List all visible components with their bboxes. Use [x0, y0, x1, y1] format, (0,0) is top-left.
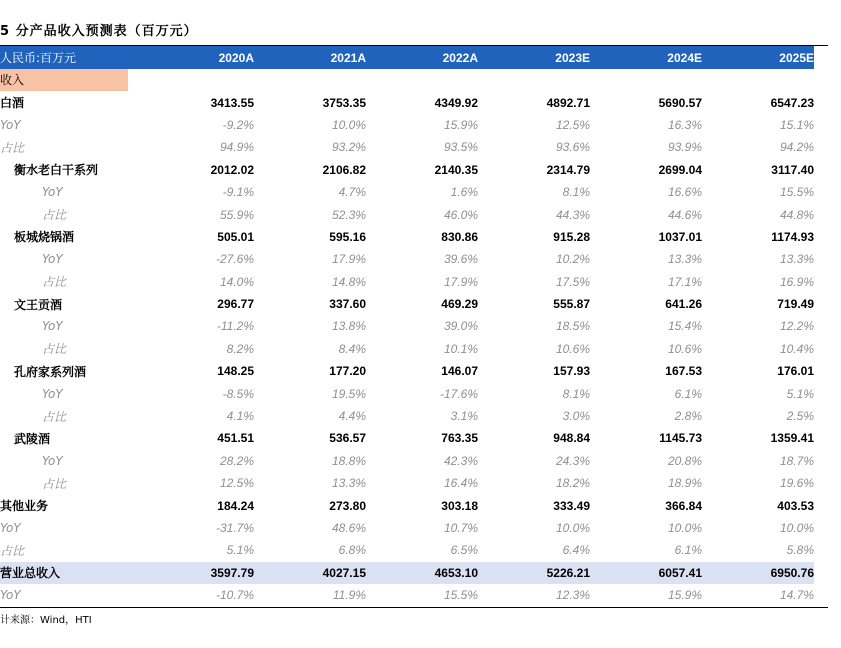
value-cell: 1.6% — [450, 185, 478, 200]
value-cell: 4892.71 — [546, 95, 590, 110]
value-cell: 12.5% — [219, 476, 254, 491]
value-cell: 148.25 — [217, 364, 254, 379]
value-cell: 93.5% — [443, 140, 478, 155]
value-cell: -17.6% — [439, 386, 478, 401]
row-label: 营业总收入 — [0, 562, 142, 584]
value-cell: 830.86 — [441, 229, 478, 244]
header-year: 2022A — [366, 46, 478, 69]
value-cell: 719.49 — [777, 297, 814, 312]
row-label: YoY — [42, 252, 63, 267]
value-cell: 14.8% — [331, 274, 366, 289]
value-cell: 5226.21 — [478, 562, 590, 584]
table-row — [0, 584, 814, 606]
value-cell: 6057.41 — [590, 562, 702, 584]
row-label: 占比 — [42, 409, 67, 424]
value-cell: 12.2% — [779, 319, 814, 334]
value-cell: 3597.79 — [142, 562, 254, 584]
value-cell: 44.8% — [779, 207, 814, 222]
section-label: 收入 — [0, 69, 128, 91]
value-cell: 177.20 — [329, 364, 366, 379]
table-row — [0, 427, 814, 449]
value-cell: 19.6% — [779, 476, 814, 491]
value-cell: 10.6% — [555, 341, 590, 356]
value-cell: 15.4% — [667, 319, 702, 334]
table-row — [0, 517, 814, 539]
value-cell: 2.5% — [786, 409, 814, 424]
value-cell: 4027.15 — [254, 562, 366, 584]
value-cell: 93.6% — [555, 140, 590, 155]
value-cell: 8.1% — [562, 185, 590, 200]
table-row — [0, 338, 814, 360]
value-cell: 39.6% — [443, 252, 478, 267]
value-cell: 146.07 — [441, 364, 478, 379]
row-label: 占比 — [0, 140, 25, 155]
value-cell: 19.5% — [331, 386, 366, 401]
row-label: YoY — [42, 386, 63, 401]
value-cell: 15.9% — [443, 117, 478, 132]
row-label: YoY — [42, 319, 63, 334]
value-cell: 15.9% — [667, 588, 702, 603]
row-label: YoY — [42, 185, 63, 200]
row-label: 占比 — [42, 476, 67, 491]
table-row — [0, 248, 814, 270]
table-row — [0, 226, 814, 248]
header-year: 2020A — [142, 46, 254, 69]
table-row — [0, 562, 814, 584]
table-row — [0, 450, 814, 472]
value-cell: 10.7% — [443, 521, 478, 535]
value-cell: 8.4% — [338, 341, 366, 356]
table-row — [0, 203, 814, 225]
table-row — [0, 382, 814, 404]
value-cell: 273.80 — [329, 498, 366, 513]
value-cell: 3753.35 — [322, 95, 366, 110]
value-cell: -9.1% — [222, 185, 254, 200]
value-cell: 10.4% — [779, 341, 814, 356]
source-note: 计来源：Wind，HTI — [0, 615, 92, 626]
row-label: 占比 — [42, 342, 67, 357]
value-cell: 14.0% — [219, 274, 254, 289]
value-cell: 763.35 — [441, 431, 478, 446]
value-cell: 2.8% — [674, 409, 702, 424]
row-label: 占比 — [42, 208, 67, 223]
value-cell: 93.2% — [331, 140, 366, 155]
value-cell: 5.1% — [226, 543, 254, 558]
bottom-rule — [0, 607, 828, 608]
table-row — [0, 405, 814, 427]
value-cell: -10.7% — [215, 588, 254, 603]
value-cell: 366.84 — [665, 498, 702, 513]
value-cell: 48.6% — [331, 521, 366, 535]
value-cell: 5690.57 — [658, 95, 702, 110]
value-cell: 44.3% — [555, 207, 590, 222]
value-cell: 451.51 — [217, 431, 254, 446]
value-cell: 3.0% — [562, 409, 590, 424]
row-label: YoY — [0, 117, 21, 132]
section-row — [0, 69, 814, 91]
value-cell: 18.7% — [779, 453, 814, 468]
value-cell: 403.53 — [777, 498, 814, 513]
value-cell: 94.9% — [219, 140, 254, 155]
value-cell: 93.9% — [667, 140, 702, 155]
value-cell: 3.1% — [450, 409, 478, 424]
value-cell: 10.0% — [331, 117, 366, 132]
table-row — [0, 472, 814, 494]
value-cell: 13.3% — [331, 476, 366, 491]
value-cell: 1174.93 — [771, 229, 814, 244]
value-cell: 52.3% — [331, 207, 366, 222]
value-cell: 536.57 — [329, 431, 366, 446]
table-row — [0, 494, 814, 516]
value-cell: 18.8% — [331, 453, 366, 468]
value-cell: 10.0% — [667, 521, 702, 535]
value-cell: 15.5% — [779, 185, 814, 200]
table-row — [0, 539, 814, 561]
row-label: 武陵酒 — [14, 431, 51, 446]
value-cell: 3413.55 — [210, 95, 254, 110]
value-cell: 13.3% — [779, 252, 814, 267]
table-title: 5 分产品收入预测表（百万元） — [0, 24, 198, 39]
value-cell: 28.2% — [219, 453, 254, 468]
value-cell: 10.1% — [443, 341, 478, 356]
value-cell: 4.7% — [338, 185, 366, 200]
value-cell: 10.2% — [555, 252, 590, 267]
value-cell: 42.3% — [443, 453, 478, 468]
value-cell: 1037.01 — [658, 229, 702, 244]
value-cell: 4349.92 — [434, 95, 478, 110]
row-label: YoY — [42, 453, 63, 468]
value-cell: 8.2% — [226, 341, 254, 356]
value-cell: -8.5% — [222, 386, 254, 401]
value-cell: 18.5% — [555, 319, 590, 334]
value-cell: 12.3% — [555, 588, 590, 603]
value-cell: -11.2% — [216, 319, 254, 334]
value-cell: 2314.79 — [546, 162, 590, 177]
value-cell: 55.9% — [219, 207, 254, 222]
value-cell: 2106.82 — [322, 162, 366, 177]
value-cell: 167.53 — [665, 364, 702, 379]
table-row — [0, 159, 814, 181]
value-cell: 44.6% — [667, 207, 702, 222]
value-cell: 333.49 — [553, 498, 590, 513]
value-cell: 46.0% — [443, 207, 478, 222]
header-year: 2021A — [254, 46, 366, 69]
row-label: 衡水老白干系列 — [14, 163, 99, 178]
value-cell: 16.3% — [667, 117, 702, 132]
value-cell: 337.60 — [329, 297, 366, 312]
value-cell: 24.3% — [555, 453, 590, 468]
row-label: 板城烧锅酒 — [14, 230, 75, 245]
value-cell: 6.1% — [674, 386, 702, 401]
value-cell: 555.87 — [553, 297, 590, 312]
value-cell: 6.8% — [338, 543, 366, 558]
value-cell: 948.84 — [553, 431, 590, 446]
value-cell: 16.9% — [779, 274, 814, 289]
value-cell: 6.1% — [674, 543, 702, 558]
value-cell: 2140.35 — [434, 162, 478, 177]
value-cell: 20.8% — [667, 453, 702, 468]
value-cell: 10.6% — [667, 341, 702, 356]
header-year: 2024E — [590, 46, 702, 69]
value-cell: 39.0% — [443, 319, 478, 334]
value-cell: 2699.04 — [658, 162, 702, 177]
value-cell: 6.5% — [450, 543, 478, 558]
value-cell: 17.5% — [555, 274, 590, 289]
value-cell: 595.16 — [329, 229, 366, 244]
value-cell: -27.6% — [215, 252, 254, 267]
value-cell: 15.1% — [779, 117, 814, 132]
value-cell: 15.5% — [443, 588, 478, 603]
value-cell: 17.9% — [331, 252, 366, 267]
value-cell: 176.01 — [777, 364, 814, 379]
header-unit-label: 人民币:百万元 — [0, 46, 142, 69]
value-cell: 915.28 — [553, 229, 590, 244]
row-label: YoY — [0, 521, 21, 535]
value-cell: 4.4% — [338, 409, 366, 424]
value-cell: 505.01 — [217, 229, 254, 244]
value-cell: 17.9% — [443, 274, 478, 289]
value-cell: 12.5% — [555, 117, 590, 132]
value-cell: 5.1% — [786, 386, 814, 401]
value-cell: 8.1% — [562, 386, 590, 401]
table-row — [0, 360, 814, 382]
value-cell: 16.4% — [443, 476, 478, 491]
table-row — [0, 181, 814, 203]
table-row — [0, 91, 814, 113]
value-cell: -31.7% — [215, 521, 254, 535]
value-cell: 2012.02 — [210, 162, 254, 177]
value-cell: 16.6% — [667, 185, 702, 200]
header-year: 2025E — [702, 46, 814, 69]
value-cell: -9.2% — [222, 117, 254, 132]
row-label: 占比 — [42, 275, 67, 290]
table-row — [0, 315, 814, 337]
revenue-forecast-table — [0, 46, 814, 606]
value-cell: 18.9% — [667, 476, 702, 491]
row-label: 白酒 — [0, 96, 25, 111]
value-cell: 157.93 — [553, 364, 590, 379]
table-row — [0, 293, 814, 315]
value-cell: 14.7% — [779, 588, 814, 603]
value-cell: 6547.23 — [770, 95, 814, 110]
value-cell: 4653.10 — [366, 562, 478, 584]
value-cell: 303.18 — [441, 498, 478, 513]
value-cell: 6.4% — [562, 543, 590, 558]
value-cell: 17.1% — [667, 274, 702, 289]
row-label: 文王贡酒 — [14, 297, 63, 312]
value-cell: 13.3% — [667, 252, 702, 267]
row-label: 孔府家系列酒 — [14, 364, 87, 379]
value-cell: 1145.73 — [659, 431, 702, 446]
value-cell: 94.2% — [779, 140, 814, 155]
value-cell: 13.8% — [331, 319, 366, 334]
value-cell: 4.1% — [226, 409, 254, 424]
value-cell: 641.26 — [665, 297, 702, 312]
value-cell: 10.0% — [779, 521, 814, 535]
value-cell: 18.2% — [555, 476, 590, 491]
value-cell: 6950.76 — [702, 562, 814, 584]
table-row — [0, 271, 814, 293]
value-cell: 296.77 — [217, 297, 254, 312]
table-row — [0, 136, 814, 158]
table-row — [0, 114, 814, 136]
value-cell: 10.0% — [555, 521, 590, 535]
value-cell: 5.8% — [786, 543, 814, 558]
header-row — [0, 46, 814, 69]
value-cell: 469.29 — [441, 297, 478, 312]
value-cell: 11.9% — [332, 588, 366, 603]
row-label: 占比 — [0, 543, 25, 558]
value-cell: 184.24 — [217, 498, 254, 513]
row-label: 其他业务 — [0, 499, 49, 514]
value-cell: 1359.41 — [770, 431, 814, 446]
header-year: 2023E — [478, 46, 590, 69]
value-cell: 3117.40 — [771, 162, 814, 177]
table-body — [0, 46, 814, 606]
row-label: YoY — [0, 588, 21, 603]
